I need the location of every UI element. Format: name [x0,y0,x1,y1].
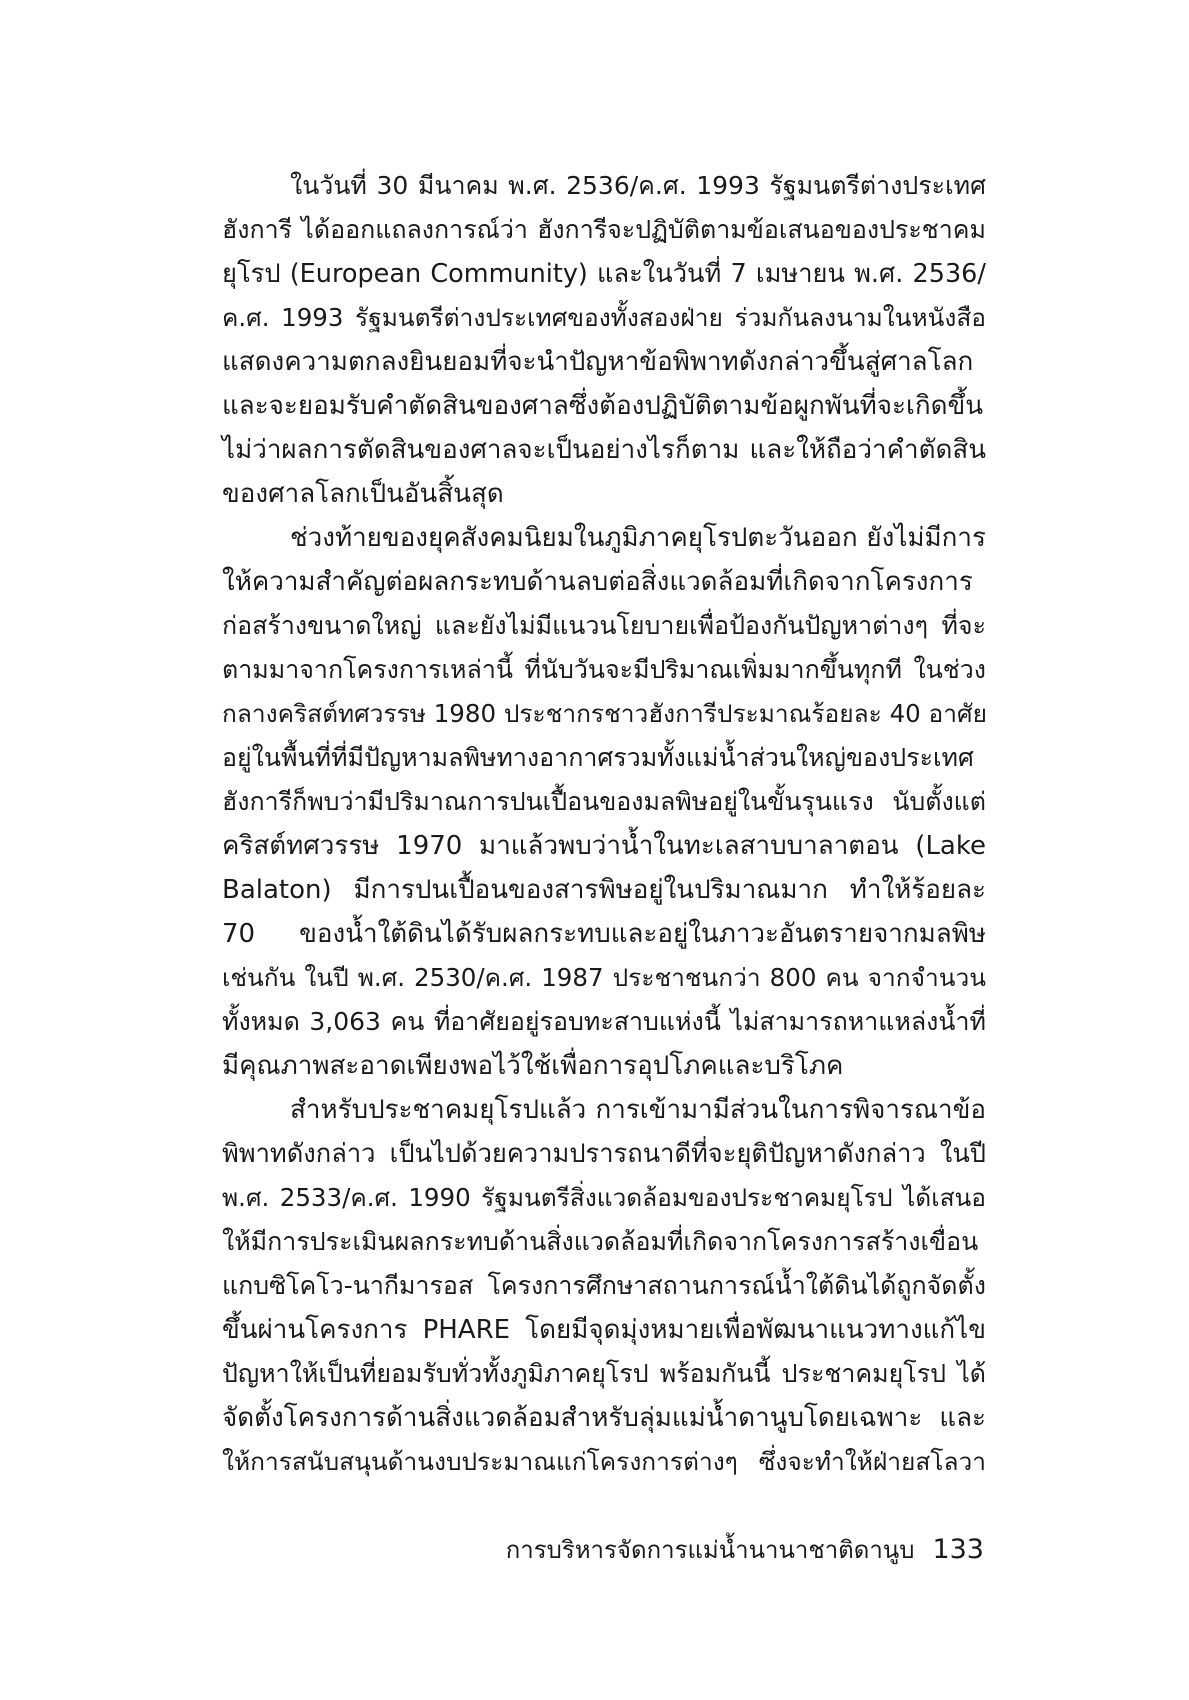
paragraph-2-line-13: มีคุณภาพสะอาดเพียงพอไว้ใช้เพื่อการอุปโภคและบริโภค [222,1051,844,1081]
page-number: 133 [932,1534,984,1565]
paragraph-2-line-12: ทั้งหมด 3,063 คน ที่อาศัยอยู่รอบทะสาบแห่งนี้ ไม่สามารถหาแหล่งน้ำที่ [222,1007,986,1036]
paragraph-3-line-5: แกบซิโคโว-นากีมารอส โครงการศึกษาสถานการณ์น้ำใต้ดินได้ถูกจัดตั้ง [222,1271,986,1300]
paragraph-1-line-2: ฮังการี ได้ออกแถลงการณ์ว่า ฮังการีจะปฏิบัติตามข้อเสนอของประชาคม [222,215,986,244]
paragraph-2-line-8: คริสต์ทศวรรษ 1970 มาแล้วพบว่าน้ำในทะเลสาบบาลาตอน (Lake [222,831,986,861]
paragraph-2-line-11: เช่นกัน ในปี พ.ศ. 2530/ค.ศ. 1987 ประชาชนกว่า 800 คน จากจำนวน [222,963,986,992]
paragraph-2-line-7: ฮังการีก็พบว่ามีปริมาณการปนเปื้อนของมลพิษอยู่ในขั้นรุนแรง นับตั้งแต่ [222,787,986,816]
paragraph-3-line-3: พ.ศ. 2533/ค.ศ. 1990 รัฐมนตรีสิ่งแวดล้อมของประชาคมยุโรป ได้เสนอ [222,1183,986,1212]
paragraph-3-line-9: ให้การสนับสนุนด้านงบประมาณแก่โครงการต่างๆ ซึ่งจะทำให้ฝ่ายสโลวา [222,1447,986,1476]
book-title: การบริหารจัดการแม่น้ำนานาชาติดานูบ [505,1536,915,1564]
running-footer [506,1532,984,1568]
paragraph-3-line-6: ขึ้นผ่านโครงการ PHARE โดยมีจุดมุ่งหมายเพื่อพัฒนาแนวทางแก้ไข [222,1315,986,1345]
paragraph-2-line-5: กลางคริสต์ทศวรรษ 1980 ประชากรชาวฮังการีประมาณร้อยละ 40 อาศัย [222,699,987,728]
paragraph-1-line-6: และจะยอมรับคำตัดสินของศาลซึ่งต้องปฏิบัติตามข้อผูกพันที่จะเกิดขึ้น [222,391,984,421]
paragraph-2-line-4: ตามมาจากโครงการเหล่านี้ ที่นับวันจะมีปริมาณเพิ่มมากขึ้นทุกที ในช่วง [222,655,986,684]
paragraph-2-line-2: ให้ความสำคัญต่อผลกระทบด้านลบต่อสิ่งแวดล้อมที่เกิดจากโครงการ [222,567,973,597]
paragraph-2-line-3: ก่อสร้างขนาดใหญ่ และยังไม่มีแนวนโยบายเพื่อป้องกันปัญหาต่างๆ ที่จะ [222,611,986,640]
paragraph-2-line-10: 70 ของน้ำใต้ดินได้รับผลกระทบและอยู่ในภาวะอันตรายจากมลพิษ [222,919,986,949]
paragraph-1-line-7: ไม่ว่าผลการตัดสินของศาลจะเป็นอย่างไรก็ตาม และให้ถือว่าคำตัดสิน [222,435,986,465]
paragraph-1-line-1: ในวันที่ 30 มีนาคม พ.ศ. 2536/ค.ศ. 1993 รัฐมนตรีต่างประเทศ [290,171,986,200]
paragraph-2-line-9: Balaton) มีการปนเปื้อนของสารพิษอยู่ในปริมาณมาก ทำให้ร้อยละ [222,875,986,905]
paragraph-2-line-1: ช่วงท้ายของยุคสังคมนิยมในภูมิภาคยุโรปตะวันออก ยังไม่มีการ [290,523,986,553]
paragraph-3-line-7: ปัญหาให้เป็นที่ยอมรับทั่วทั้งภูมิภาคยุโรป พร้อมกันนี้ ประชาคมยุโรป ได้ [222,1359,986,1388]
paragraph-2-line-6: อยู่ในพื้นที่ที่มีปัญหามลพิษทางอากาศรวมทั้งแม่น้ำส่วนใหญ่ของประเทศ [222,743,974,772]
paragraph-3-line-2: พิพาทดังกล่าว เป็นไปด้วยความปรารถนาดีที่จะยุติปัญหาดังกล่าว ในปี [222,1139,986,1169]
paragraph-1-line-5: แสดงความตกลงยินยอมที่จะนำปัญหาข้อพิพาทดังกล่าวขึ้นสู่ศาลโลก [222,347,974,377]
paragraph-3-line-4: ให้มีการประเมินผลกระทบด้านสิ่งแวดล้อมที่เกิดจากโครงการสร้างเขื่อน [222,1227,979,1256]
paragraph-1-line-3: ยุโรป (European Community) และในวันที่ 7 เมษายน พ.ศ. 2536/ [222,259,986,289]
paragraph-3-line-8: จัดตั้งโครงการด้านสิ่งแวดล้อมสำหรับลุ่มแม่น้ำดานูบโดยเฉพาะ และ [222,1403,986,1433]
paragraph-1-line-4: ค.ศ. 1993 รัฐมนตรีต่างประเทศของทั้งสองฝ่าย ร่วมกันลงนามในหนังสือ [222,303,986,332]
paragraph-3-line-1: สำหรับประชาคมยุโรปแล้ว การเข้ามามีส่วนในการพิจารณาข้อ [290,1095,986,1125]
paragraph-1-line-8: ของศาลโลกเป็นอันสิ้นสุด [222,479,504,509]
